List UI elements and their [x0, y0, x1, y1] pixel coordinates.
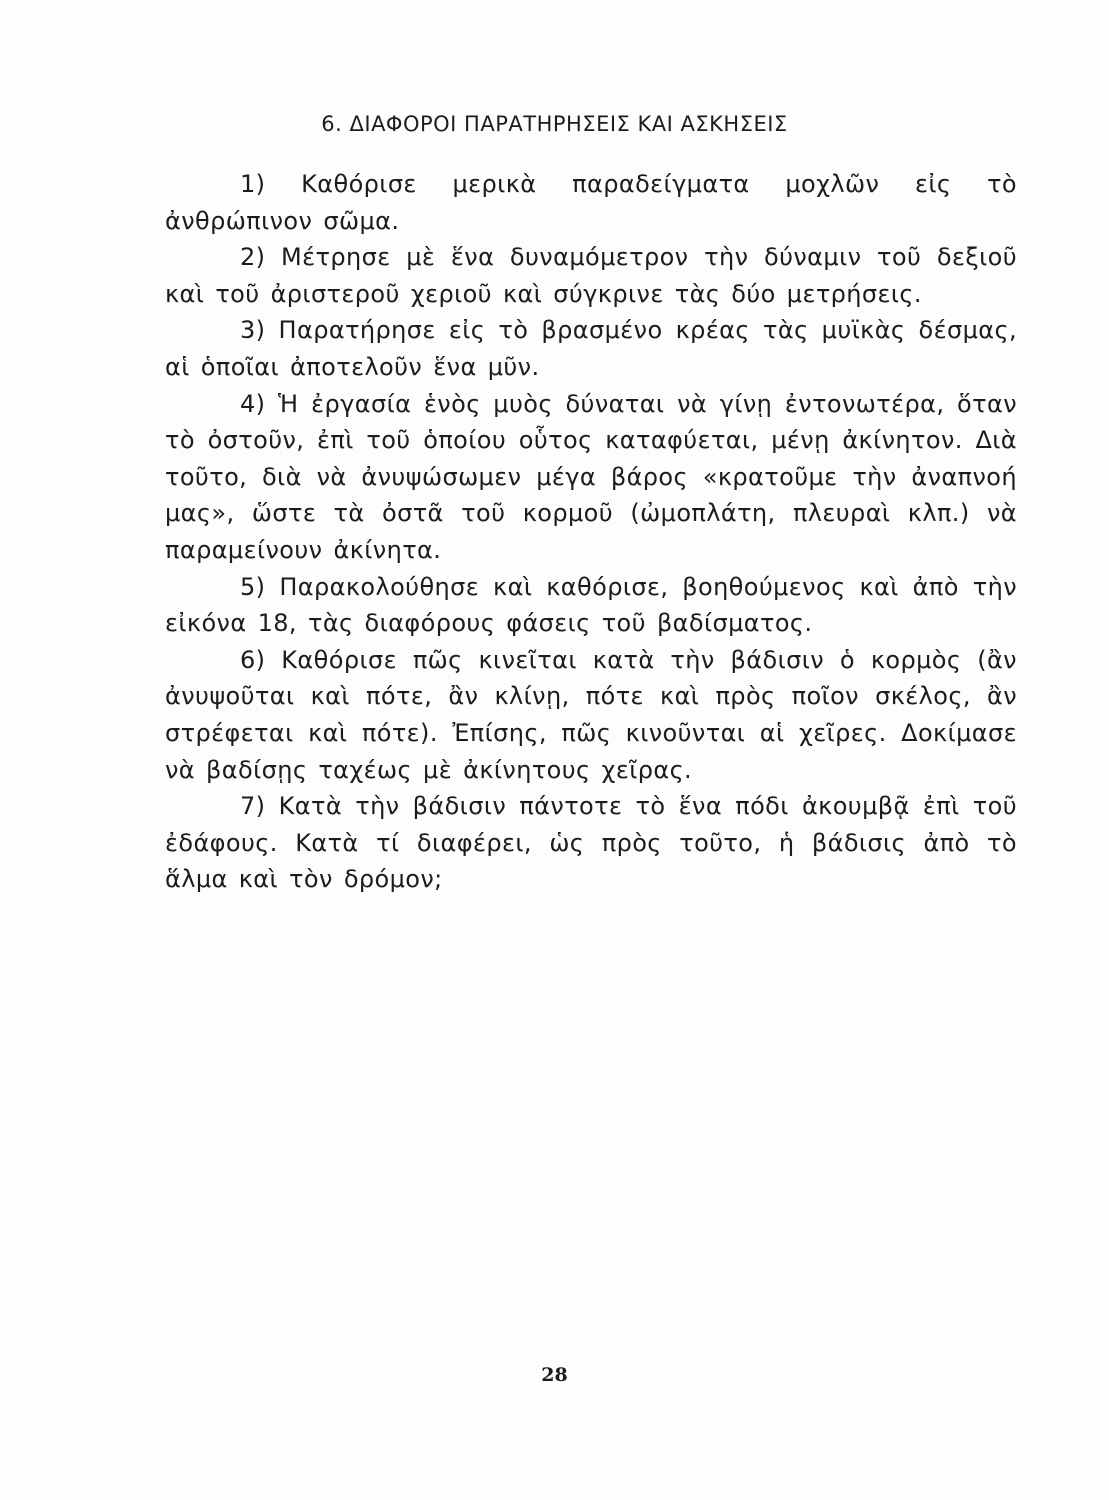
- exercise-1: 1) Καθόρισε μερικὰ παραδείγματα μοχλῶν εἰς τὸ ἀνθρώπινον σῶμα.: [165, 170, 1017, 235]
- exercise-3: 3) Παρατήρησε εἰς τὸ βρασμένο κρέας τὰς μυϊκὰς δέσμας, αἱ ὁποῖαι ἀποτελοῦν ἕνα μῦν.: [165, 316, 1017, 381]
- exercise-4: 4) Ἡ ἐργασία ἑνὸς μυὸς δύναται νὰ γίνῃ ἐντονωτέρα, ὅταν τὸ ὀστοῦν, ἐπὶ τοῦ ὁποίου οὗτος καταφύεται, μένῃ ἀκίνητον. Διὰ τοῦτο, διὰ νὰ ἀνυψώσωμεν μέγα βάρος «κρατοῦμε τὴν ἀναπνοή μας», ὥστε τὰ ὀστᾶ τοῦ κορμοῦ (ὠμοπλάτη, πλευραὶ κλπ.) νὰ παραμείνουν ἀκίνητα.: [165, 389, 1017, 564]
- exercise-7: 7) Κατὰ τὴν βάδισιν πάντοτε τὸ ἕνα πόδι ἀκουμβᾷ ἐπὶ τοῦ ἐδάφους. Κατὰ τί διαφέρει, ὡς πρὸς τοῦτο, ἡ βάδισις ἀπὸ τὸ ἅλμα καὶ τὸν δρόμον;: [165, 792, 1017, 894]
- exercise-2: 2) Μέτρησε μὲ ἕνα δυναμόμετρον τὴν δύναμιν τοῦ δεξιοῦ καὶ τοῦ ἀριστεροῦ χεριοῦ καὶ σύγκρινε τὰς δύο μετρήσεις.: [165, 243, 1017, 308]
- exercise-5: 5) Παρακολούθησε καὶ καθόρισε, βοηθούμενος καὶ ἀπὸ τὴν εἰκόνα 18, τὰς διαφόρους φάσεις τοῦ βαδίσματος.: [165, 572, 1017, 638]
- exercise-6: 6) Καθόρισε πῶς κινεῖται κατὰ τὴν βάδισιν ὁ κορμὸς (ἂν ἀνυψοῦται καὶ πότε, ἂν κλίνῃ, πότε καὶ πρὸς ποῖον σκέλος, ἂν στρέφεται καὶ πότε). Ἐπίσης, πῶς κινοῦνται αἱ χεῖρες. Δοκίμασε νὰ βαδίσῃς ταχέως μὲ ἀκίνητους χεῖρας.: [165, 645, 1017, 784]
- section-heading: 6. ΔΙΑΦΟΡΟΙ ΠΑΡΑΤΗΡΗΣΕΙΣ ΚΑΙ ΑΣΚΗΣΕΙΣ: [321, 112, 788, 136]
- exercise-list: [165, 166, 1017, 898]
- page-number: 28: [541, 1364, 568, 1386]
